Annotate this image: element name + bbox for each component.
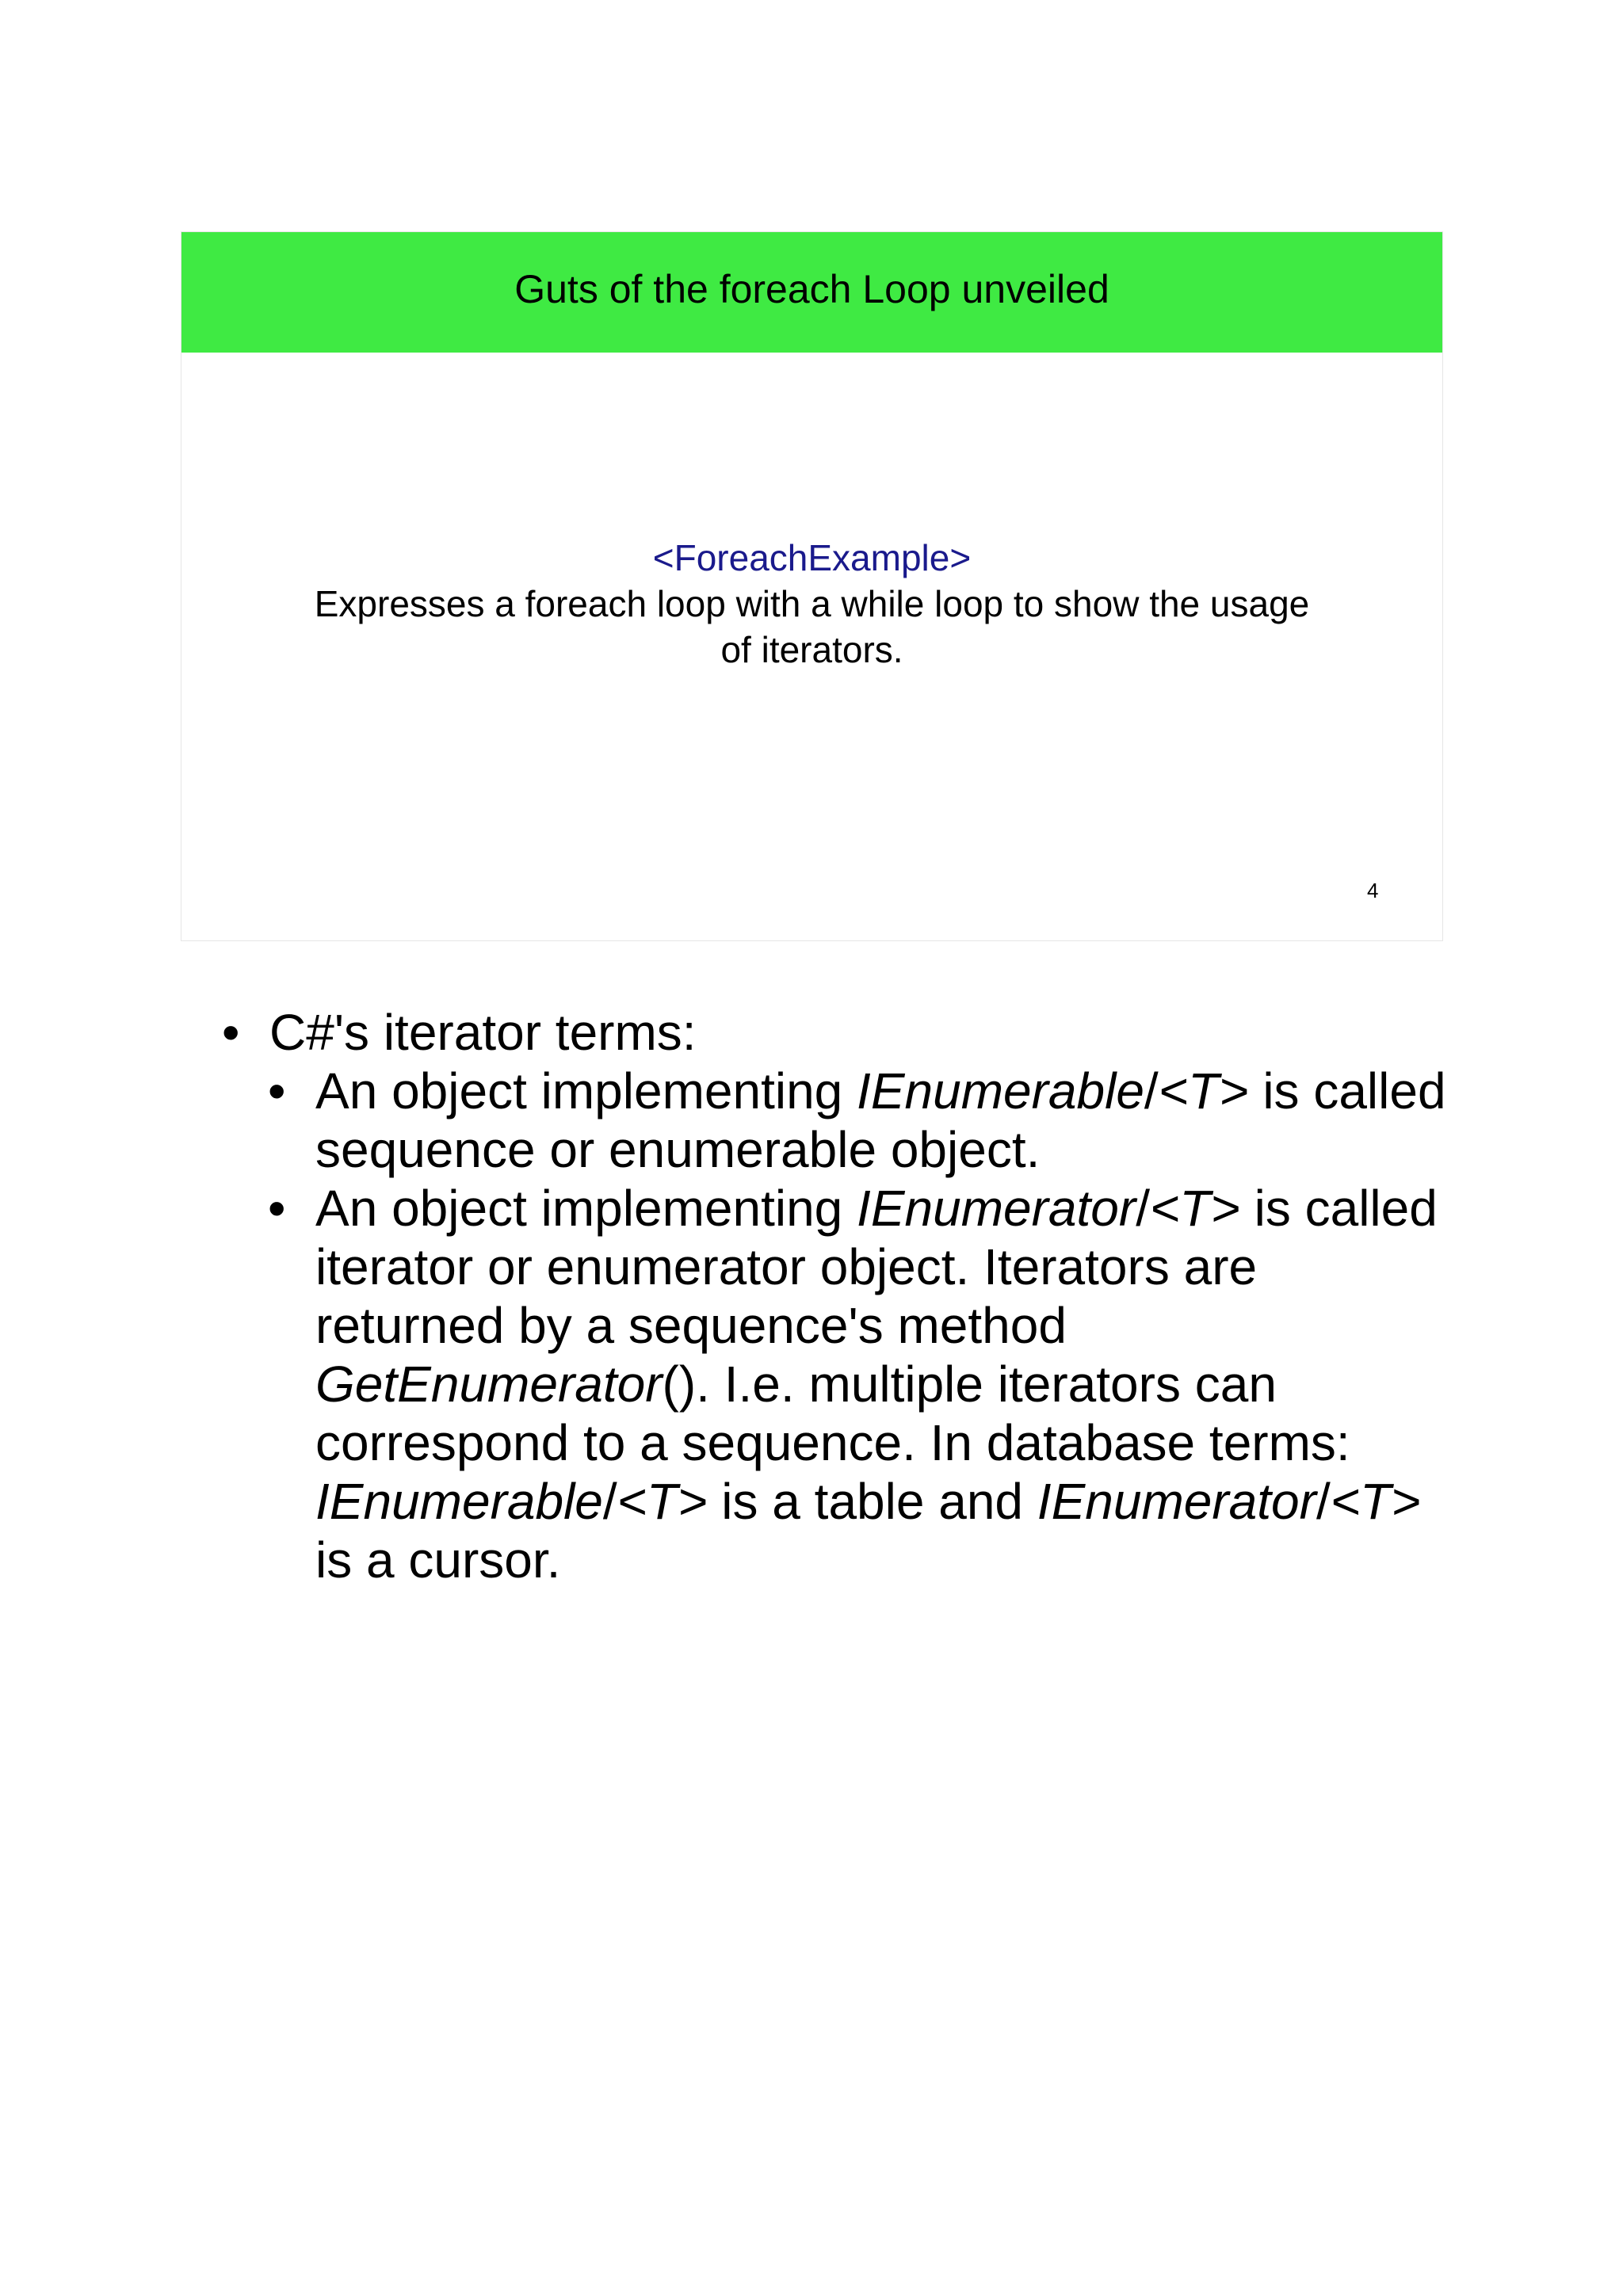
- text-run: /: [1316, 1473, 1331, 1530]
- main-bullet: [222, 1003, 1458, 1062]
- text-run: is a cursor.: [315, 1531, 561, 1589]
- slide-title: Guts of the foreach Loop unveiled: [514, 267, 1109, 311]
- type-name: IEnumerable: [315, 1473, 603, 1530]
- type-param: <T>: [1158, 1062, 1249, 1119]
- method-name: GetEnumerator: [315, 1356, 663, 1413]
- speaker-notes: [222, 1003, 1458, 1589]
- text-run: /: [1136, 1180, 1150, 1237]
- sub-bullet-enumerable: [222, 1062, 1458, 1179]
- type-param: <T>: [1330, 1473, 1421, 1530]
- text-run: /: [1144, 1062, 1159, 1119]
- type-name: IEnumerator: [1037, 1473, 1316, 1530]
- text-run: /: [602, 1473, 617, 1530]
- text-run: is called iterator or enumerator object. Iterators are returned by a sequence's method: [315, 1180, 1438, 1354]
- text-run: An object implementing: [315, 1062, 857, 1119]
- type-name: IEnumerator: [857, 1180, 1136, 1237]
- sub-bullet-list: [222, 1062, 1458, 1589]
- example-description: Expresses a foreach loop with a while loop to show the usage of iterators.: [314, 583, 1310, 670]
- page-number: 4: [1367, 879, 1379, 902]
- sub-bullet-enumerator: [222, 1179, 1458, 1589]
- text-run: is a table and: [707, 1473, 1037, 1530]
- example-tag: <ForeachExample>: [652, 537, 972, 578]
- text-run: An object implementing: [315, 1180, 857, 1237]
- text-run: (). I.e. multiple iterators can correspond to a sequence. In database terms:: [315, 1356, 1350, 1471]
- type-name: IEnumerable: [857, 1062, 1144, 1119]
- slide-body: [181, 535, 1442, 673]
- notes-list: [222, 1003, 1458, 1062]
- main-bullet-text: C#'s iterator terms:: [269, 1004, 697, 1061]
- type-param: <T>: [1149, 1180, 1240, 1237]
- slide-header: [181, 232, 1442, 353]
- type-param: <T>: [617, 1473, 708, 1530]
- text-run: is called sequence or enumerable object.: [315, 1062, 1446, 1178]
- slide-thumbnail: [181, 231, 1443, 941]
